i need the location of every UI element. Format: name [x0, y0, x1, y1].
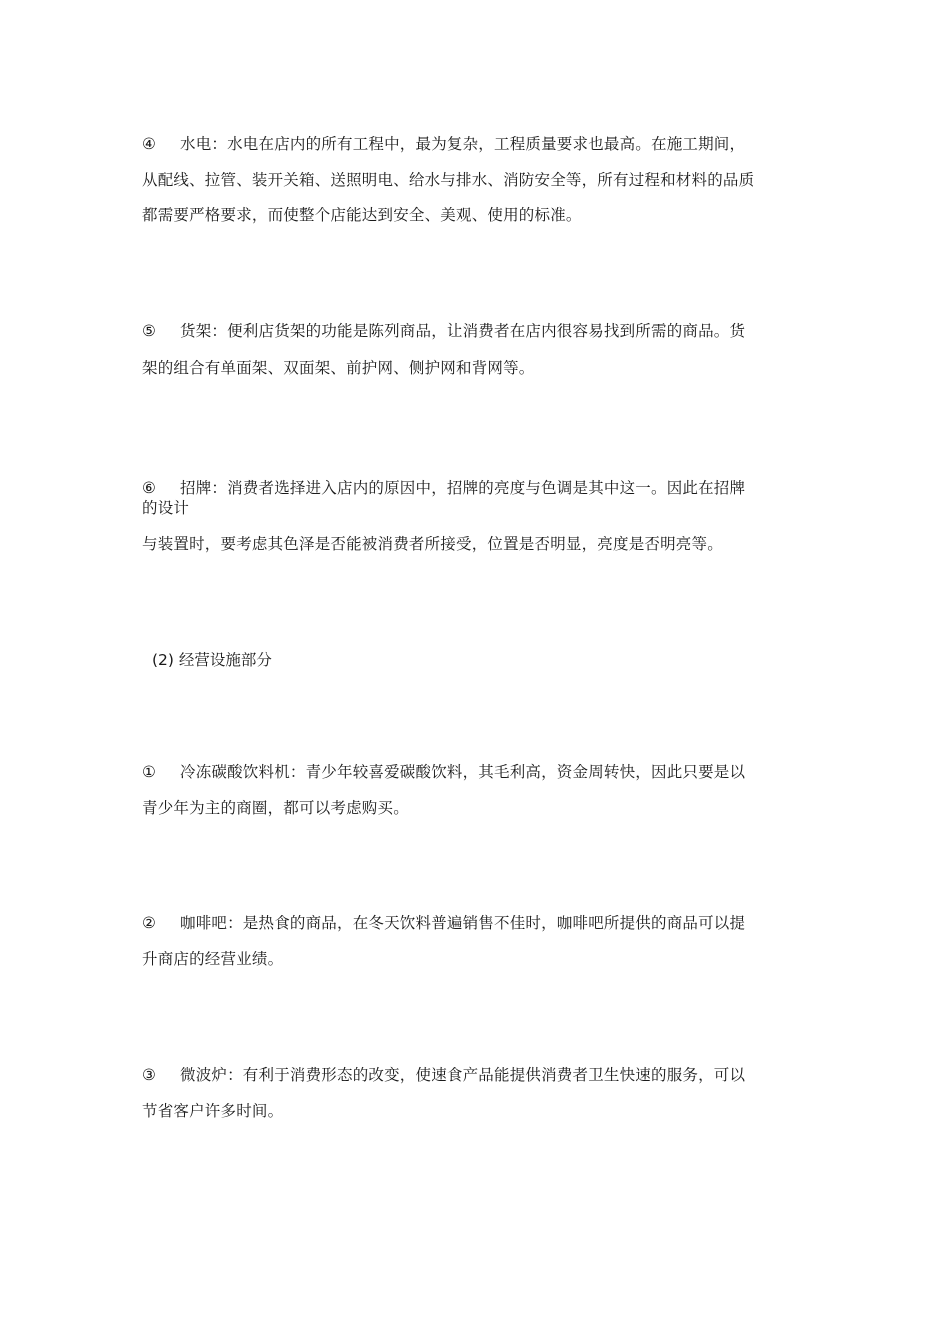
- item-6-number: ⑥: [142, 479, 157, 497]
- facility-3-text-1: 微波炉：有利于消费形态的改变，使速食产品能提供消费者卫生快速的服务，可以: [180, 1066, 746, 1084]
- item-5-number: ⑤: [142, 322, 157, 340]
- facility-2-text-1: 咖啡吧：是热食的商品，在冬天饮料普遍销售不佳时，咖啡吧所提供的商品可以提: [180, 914, 746, 932]
- item-4-text-1: 水电：水电在店内的所有工程中，最为复杂，工程质量要求也最高。在施工期间，: [180, 135, 746, 153]
- section-heading: (2) 经营设施部分: [152, 651, 272, 669]
- facility-2-line-1: [142, 913, 745, 933]
- facility-2-line-2: 升商店的经营业绩。: [142, 950, 284, 968]
- item-5-line-2: 架的组合有单面架、双面架、前护网、侧护网和背网等。: [142, 359, 535, 377]
- item-4-line-2: 从配线、拉管、装开关箱、送照明电、给水与排水、消防安全等，所有过程和材料的品质: [142, 171, 755, 189]
- facility-1-line-2: 青少年为主的商圈，都可以考虑购买。: [142, 799, 409, 817]
- facility-1-text-1: 冷冻碳酸饮料机：青少年较喜爱碳酸饮料，其毛利高，资金周转快，因此只要是以: [180, 763, 746, 781]
- facility-3-line-1: [142, 1065, 745, 1085]
- item-4-number: ④: [142, 135, 157, 153]
- item-6-text-1: 招牌：消费者选择进入店内的原因中，招牌的亮度与色调是其中这一。因此在招牌: [180, 479, 746, 497]
- item-5-line-1: [142, 321, 745, 341]
- facility-2-number: ②: [142, 914, 157, 932]
- item-6-line-2: 的设计: [142, 499, 190, 517]
- facility-1-line-1: [142, 762, 745, 782]
- item-4-line-3: 都需要严格要求，而使整个店能达到安全、美观、使用的标准。: [142, 206, 582, 224]
- item-4-line-1: [142, 134, 745, 154]
- facility-3-number: ③: [142, 1066, 157, 1084]
- item-6-line-1: [142, 478, 745, 498]
- item-5-text-1: 货架：便利店货架的功能是陈列商品，让消费者在店内很容易找到所需的商品。货: [180, 322, 746, 340]
- item-6-line-3: 与装置时，要考虑其色泽是否能被消费者所接受，位置是否明显，亮度是否明亮等。: [142, 535, 723, 553]
- facility-1-number: ①: [142, 763, 157, 781]
- facility-3-line-2: 节省客户许多时间。: [142, 1102, 284, 1120]
